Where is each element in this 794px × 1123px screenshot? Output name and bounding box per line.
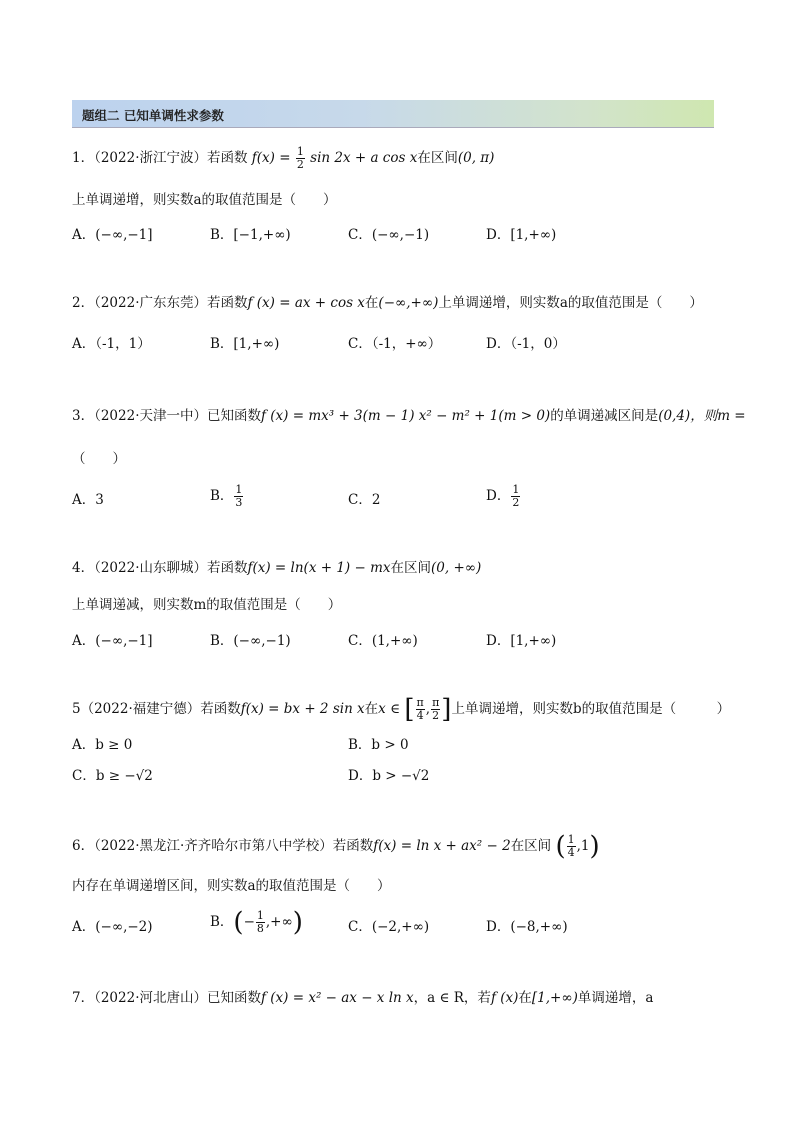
q4-option-c[interactable]: C．(1,+∞) — [348, 633, 418, 649]
q4-option-b[interactable]: B．(−∞,−1) — [210, 633, 291, 649]
q5-option-b[interactable]: B．b > 0 — [348, 737, 409, 753]
q3-option-c[interactable]: C．2 — [348, 492, 381, 508]
q6-option-d[interactable]: D．(−8,+∞) — [486, 919, 568, 935]
question-3-line2: （ ） — [72, 451, 126, 467]
q5-option-c[interactable]: C．b ≥ −√2 — [72, 768, 153, 784]
q3-option-a[interactable]: A．3 — [72, 492, 104, 508]
q1-option-c[interactable]: C．(−∞,−1) — [348, 227, 430, 243]
question-2-stem: 2．（2022·广东东莞）若函数f (x) = ax + cos x在(−∞,+∞)上单调递增，则实数a的取值范围是（ ） — [72, 295, 703, 311]
fraction: $\frac{1}{2}$ — [296, 145, 304, 171]
q6-option-b[interactable]: B．(− $\frac{1}{8}$ ,+∞) — [210, 907, 303, 938]
q3-option-d[interactable]: D． $\frac{1}{2}$ — [486, 483, 520, 509]
q1-option-a[interactable]: A．(−∞,−1] — [72, 227, 153, 243]
q5-option-d[interactable]: D．b > −√2 — [348, 768, 430, 784]
q3-option-b[interactable]: B． $\frac{1}{3}$ — [210, 483, 243, 509]
q2-option-b[interactable]: B．[1,+∞) — [210, 336, 280, 352]
question-1-line2: 上单调递增，则实数a的取值范围是（ ） — [72, 192, 337, 208]
q2-option-d[interactable]: D．（-1，0） — [486, 336, 566, 352]
question-6-stem: 6．（2022·黑龙江·齐齐哈尔市第八中学校）若函数f(x) = ln x + ax² − 2在区间 ( $\frac{1}{4}$ ,1) — [72, 831, 600, 862]
question-1-stem: 1．（2022·浙江宁波）若函数 f(x) = $\frac{1}{2}$ sin 2x + a cos x在区间(0, π) — [72, 145, 495, 171]
q5-option-a[interactable]: A．b ≥ 0 — [72, 737, 133, 753]
section-banner — [72, 100, 714, 128]
question-5-stem: 5（2022·福建宁德）若函数f(x) = bx + 2 sin x在x ∈ [ $\frac{\pi}{4}$ , $\frac{\pi}{2}$ ]上单调递增，则实数b的取值范围是（ ） — [72, 694, 731, 725]
q1-option-d[interactable]: D．[1,+∞) — [486, 227, 557, 243]
question-3-stem: 3．（2022·天津一中）已知函数f (x) = mx³ + 3(m − 1) x² − m² + 1(m > 0)的单调递减区间是(0,4)，则m = — [72, 408, 746, 424]
question-7-stem: 7．（2022·河北唐山）已知函数f (x) = x² − ax − x ln x，a ∈ R，若f (x)在[1,+∞)单调递增，a — [72, 990, 654, 1006]
q6-option-a[interactable]: A．(−∞,−2) — [72, 919, 153, 935]
section-title: 题组二 已知单调性求参数 — [82, 108, 224, 123]
question-6-line2: 内存在单调递增区间，则实数a的取值范围是（ ） — [72, 878, 391, 894]
q1-option-b[interactable]: B．[−1,+∞) — [210, 227, 291, 243]
question-4-stem: 4．（2022·山东聊城）若函数f(x) = ln(x + 1) − mx在区间(0, +∞) — [72, 560, 482, 576]
question-4-line2: 上单调递减，则实数m的取值范围是（ ） — [72, 597, 342, 613]
q2-option-c[interactable]: C．（-1，+∞） — [348, 336, 442, 352]
q4-option-a[interactable]: A．(−∞,−1] — [72, 633, 153, 649]
q2-option-a[interactable]: A．（-1，1） — [72, 336, 151, 352]
q6-option-c[interactable]: C．(−2,+∞) — [348, 919, 430, 935]
q4-option-d[interactable]: D．[1,+∞) — [486, 633, 557, 649]
